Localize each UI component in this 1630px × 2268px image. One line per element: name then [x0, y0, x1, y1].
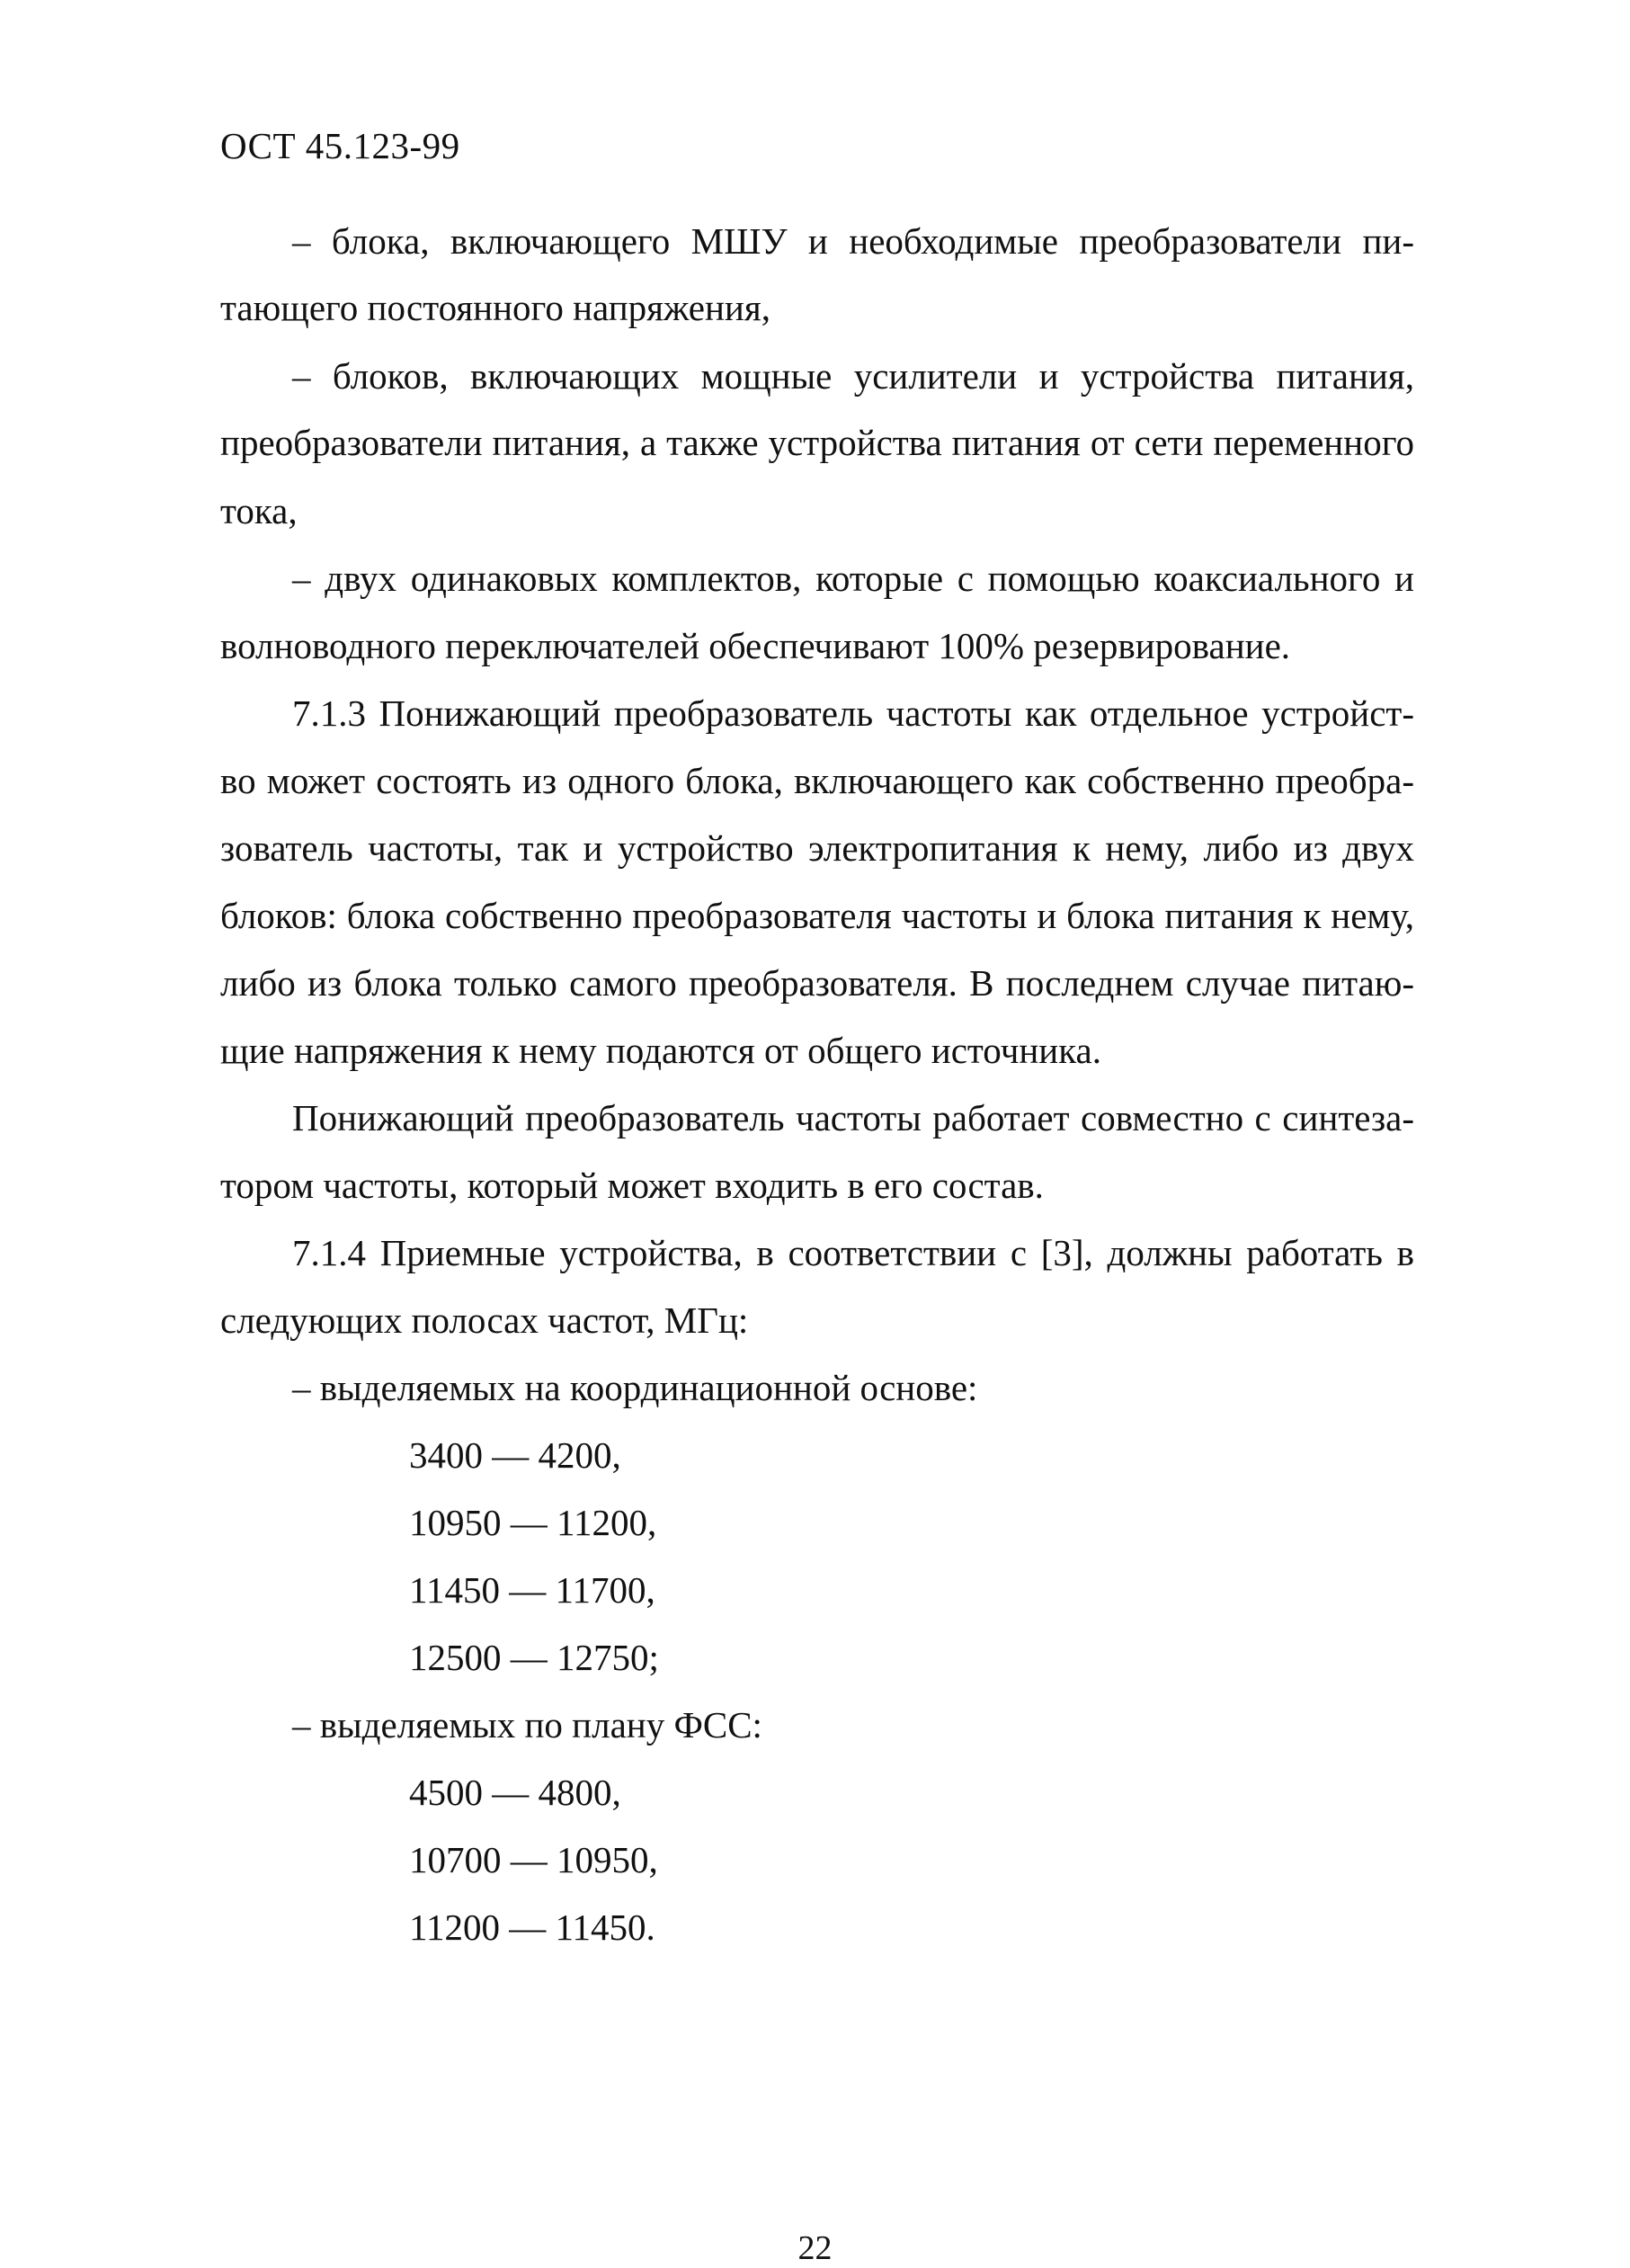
frequency-range: 12500 — 12750;: [409, 1637, 659, 1678]
text-line: во может состоять из одного блока, включающего как собственно преобра-: [220, 760, 1414, 801]
list-item: – выделяемых по плану ФСС:: [292, 1704, 762, 1746]
text-line: следующих полосах частот, МГц:: [220, 1299, 749, 1341]
text-line: Понижающий преобразователь частоты работает совместно с синтеза-: [292, 1097, 1414, 1138]
text-line: блоков: блока собственно преобразователя частоты и блока питания к нему,: [220, 895, 1414, 936]
frequency-range: 10950 — 11200,: [409, 1502, 657, 1543]
text-line: 7.1.3 Понижающий преобразователь частоты как отдельное устройст-: [292, 692, 1414, 734]
frequency-range: 11450 — 11700,: [409, 1569, 655, 1611]
text-line: тающего постоянного напряжения,: [220, 287, 770, 328]
text-line: – блока, включающего МШУ и необходимые преобразователи пи-: [292, 220, 1414, 262]
text-line: щие напряжения к нему подаются от общего источника.: [220, 1030, 1101, 1071]
page-number: 22: [797, 2229, 833, 2267]
text-line: преобразователи питания, а также устройства питания от сети переменного: [220, 422, 1414, 463]
list-item: – выделяемых на координационной основе:: [292, 1367, 978, 1408]
text-line: зователь частоты, так и устройство электропитания к нему, либо из двух: [220, 827, 1414, 869]
text-line: волноводного переключателей обеспечивают 100% резервирование.: [220, 625, 1291, 666]
text-line: – блоков, включающих мощные усилители и устройства питания,: [292, 355, 1414, 397]
text-line: 7.1.4 Приемные устройства, в соответствии с [3], должны работать в: [292, 1232, 1414, 1273]
frequency-range: 11200 — 11450.: [409, 1906, 655, 1948]
frequency-range: 10700 — 10950,: [409, 1839, 658, 1880]
document-header: ОСТ 45.123-99: [220, 125, 460, 166]
text-line: тока,: [220, 490, 298, 531]
frequency-range: 3400 — 4200,: [409, 1434, 621, 1476]
text-line: либо из блока только самого преобразователя. В последнем случае питаю-: [220, 962, 1414, 1004]
text-line: тором частоты, который может входить в его состав.: [220, 1165, 1044, 1206]
text-line: – двух одинаковых комплектов, которые с помощью коаксиального и: [292, 558, 1414, 599]
frequency-range: 4500 — 4800,: [409, 1772, 621, 1813]
